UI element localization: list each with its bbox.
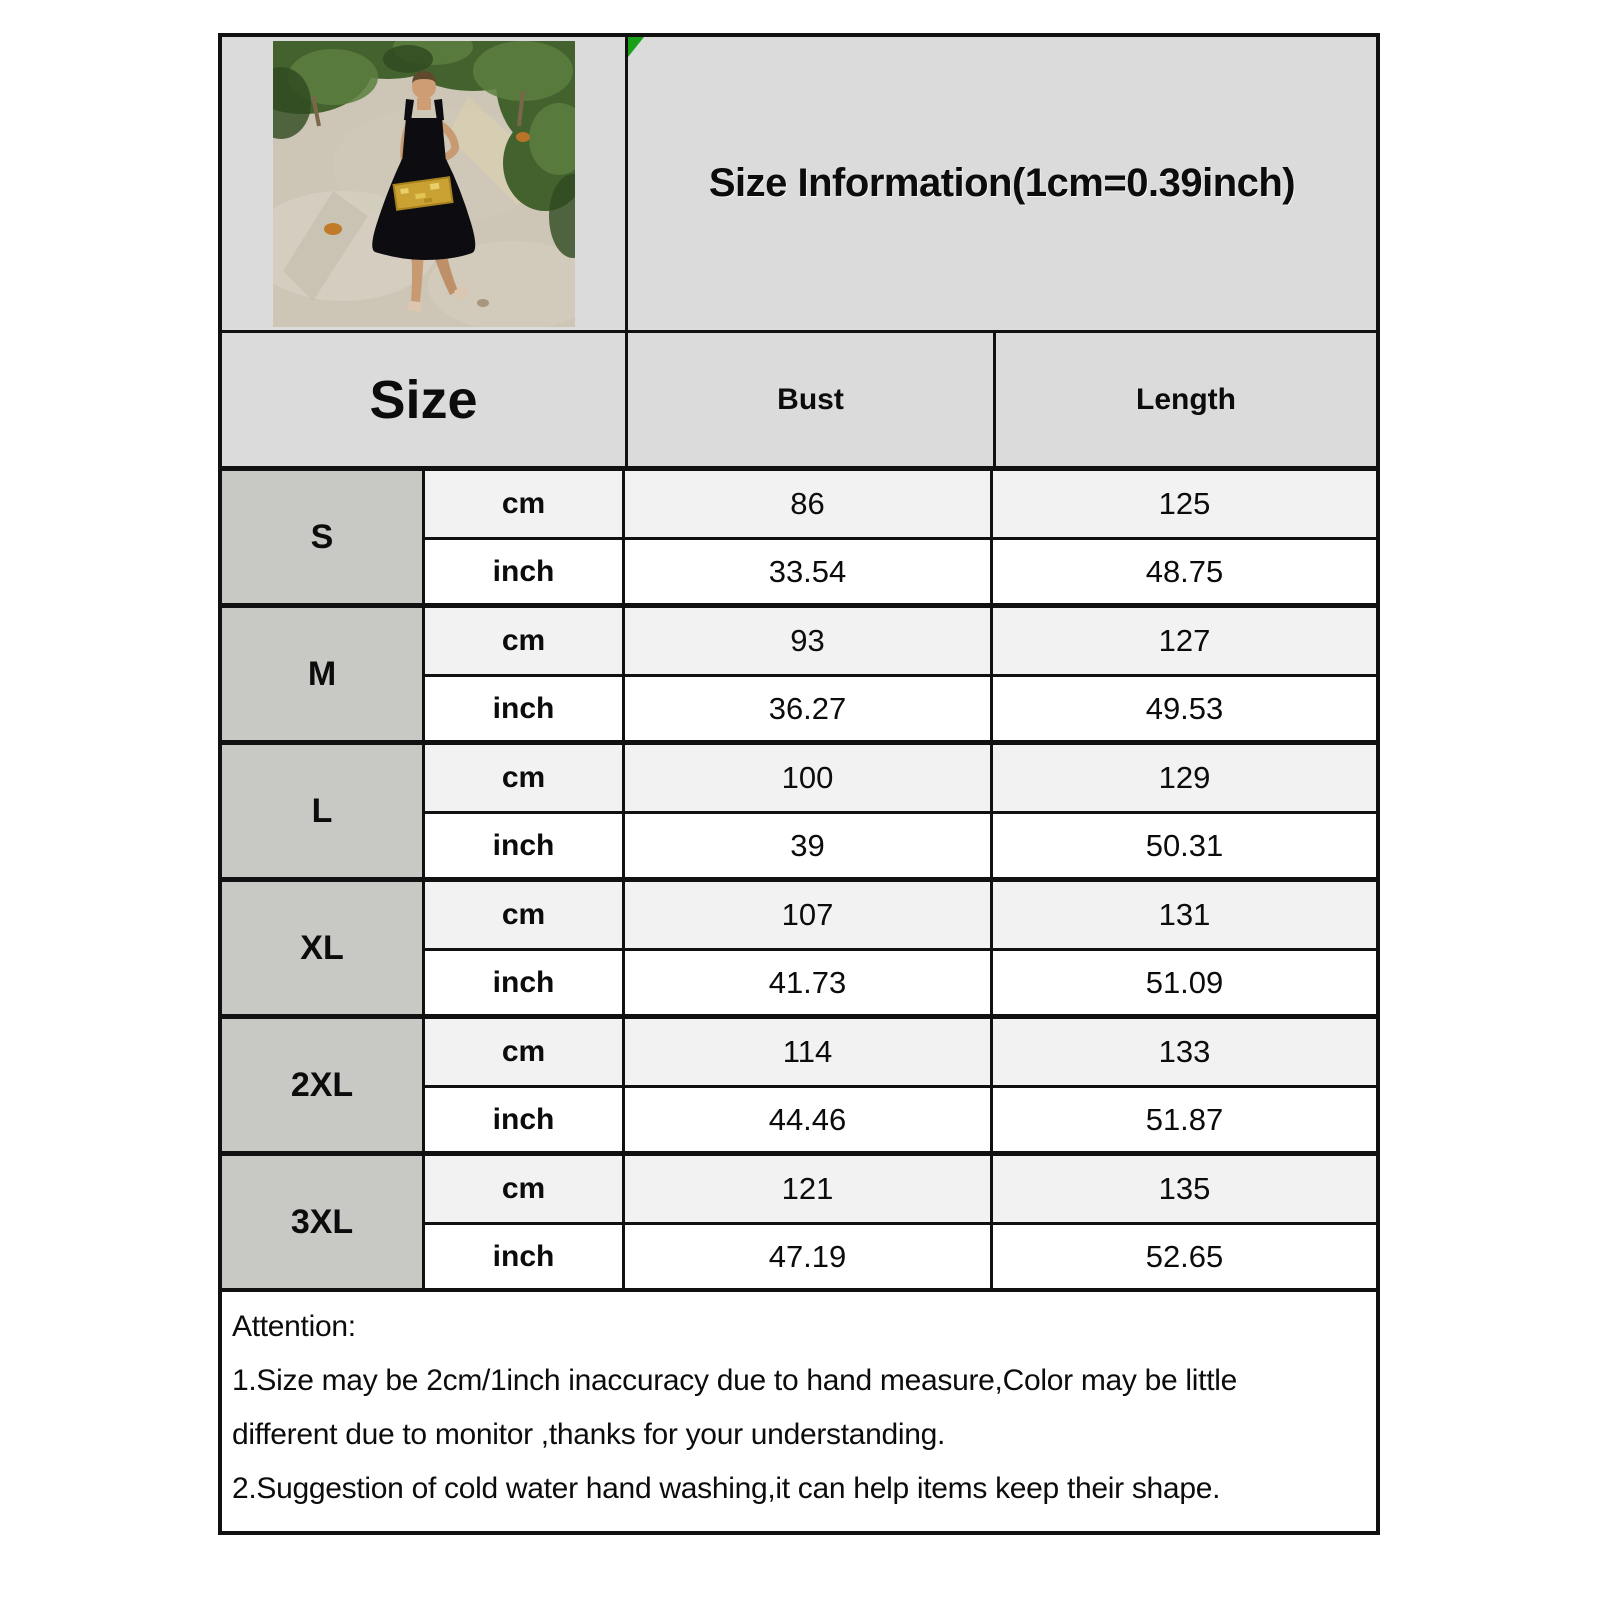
inch-subrow [425,1222,1376,1288]
size-cell: S [222,471,425,603]
size-row-group-s [222,466,1376,603]
size-cell: M [222,608,425,740]
size-table [218,33,1380,1535]
bust-value-inch: 39 [625,814,993,877]
unit-cell-inch: inch [425,814,625,877]
bust-value-inch: 44.46 [625,1088,993,1151]
inch-subrow [425,674,1376,740]
bust-value-inch: 36.27 [625,677,993,740]
length-value-inch: 48.75 [1145,553,1224,589]
top-row [222,37,1376,330]
bust-value-cm: 114 [625,1019,993,1085]
bust-value-cm: 93 [625,608,993,674]
attention-line: 2.Suggestion of cold water hand washing,it can help items keep their shape. [232,1472,1221,1505]
length-value-cm: 133 [1158,1034,1211,1069]
unit-cell-cm: cm [425,1156,625,1222]
unit-cell-cm: cm [425,882,625,948]
size-cell: L [222,745,425,877]
cell-flag-triangle-icon [628,37,644,57]
bust-value-inch: 47.19 [625,1225,993,1288]
page-title: Size Information(1cm=0.39inch) [708,161,1296,205]
length-value-inch: 51.87 [1145,1101,1224,1137]
unit-cell-cm: cm [425,745,625,811]
column-header-row [222,330,1376,466]
bust-value-cm: 107 [625,882,993,948]
unit-cell-cm: cm [425,471,625,537]
cm-subrow [425,882,1376,948]
unit-cell-inch: inch [425,677,625,740]
bust-value-cm: 121 [625,1156,993,1222]
size-cell: XL [222,882,425,1014]
bust-col-header: Bust [628,333,996,466]
length-value-inch: 51.09 [1145,964,1224,1000]
inch-subrow [425,948,1376,1014]
unit-cell-cm: cm [425,1019,625,1085]
size-col-header: Size [222,333,628,466]
attention-note [222,1288,1376,1531]
size-row-group-xl [222,877,1376,1014]
size-cell: 2XL [222,1019,425,1151]
length-value-inch: 52.65 [1145,1238,1224,1274]
length-col-header: Length [996,333,1376,466]
size-row-group-2xl [222,1014,1376,1151]
inch-subrow [425,811,1376,877]
cm-subrow [425,1019,1376,1085]
bust-value-inch: 41.73 [625,951,993,1014]
cm-subrow [425,471,1376,537]
attention-heading: Attention: [232,1310,356,1343]
cm-subrow [425,745,1376,811]
unit-cell-inch: inch [425,951,625,1014]
size-row-group-l [222,740,1376,877]
length-value-cm: 129 [1158,760,1211,795]
inch-subrow [425,1085,1376,1151]
size-row-group-3xl [222,1151,1376,1288]
unit-cell-cm: cm [425,608,625,674]
length-value-inch: 49.53 [1145,690,1224,726]
length-value-cm: 131 [1158,897,1211,932]
unit-cell-inch: inch [425,1225,625,1288]
unit-cell-inch: inch [425,540,625,603]
bust-value-cm: 86 [625,471,993,537]
product-photo [273,41,575,327]
title-cell [628,37,1376,330]
attention-line: different due to monitor ,thanks for your understanding. [232,1418,946,1451]
length-value-cm: 127 [1158,623,1211,658]
size-row-group-m [222,603,1376,740]
attention-line: 1.Size may be 2cm/1inch inaccuracy due to hand measure,Color may be little [232,1364,1237,1397]
unit-cell-inch: inch [425,1088,625,1151]
size-cell: 3XL [222,1156,425,1288]
inch-subrow [425,537,1376,603]
bust-value-inch: 33.54 [625,540,993,603]
cm-subrow [425,608,1376,674]
length-value-cm: 125 [1158,486,1211,521]
bust-value-cm: 100 [625,745,993,811]
length-value-inch: 50.31 [1145,827,1224,863]
length-value-cm: 135 [1158,1171,1211,1206]
product-photo-cell [222,37,628,330]
cm-subrow [425,1156,1376,1222]
